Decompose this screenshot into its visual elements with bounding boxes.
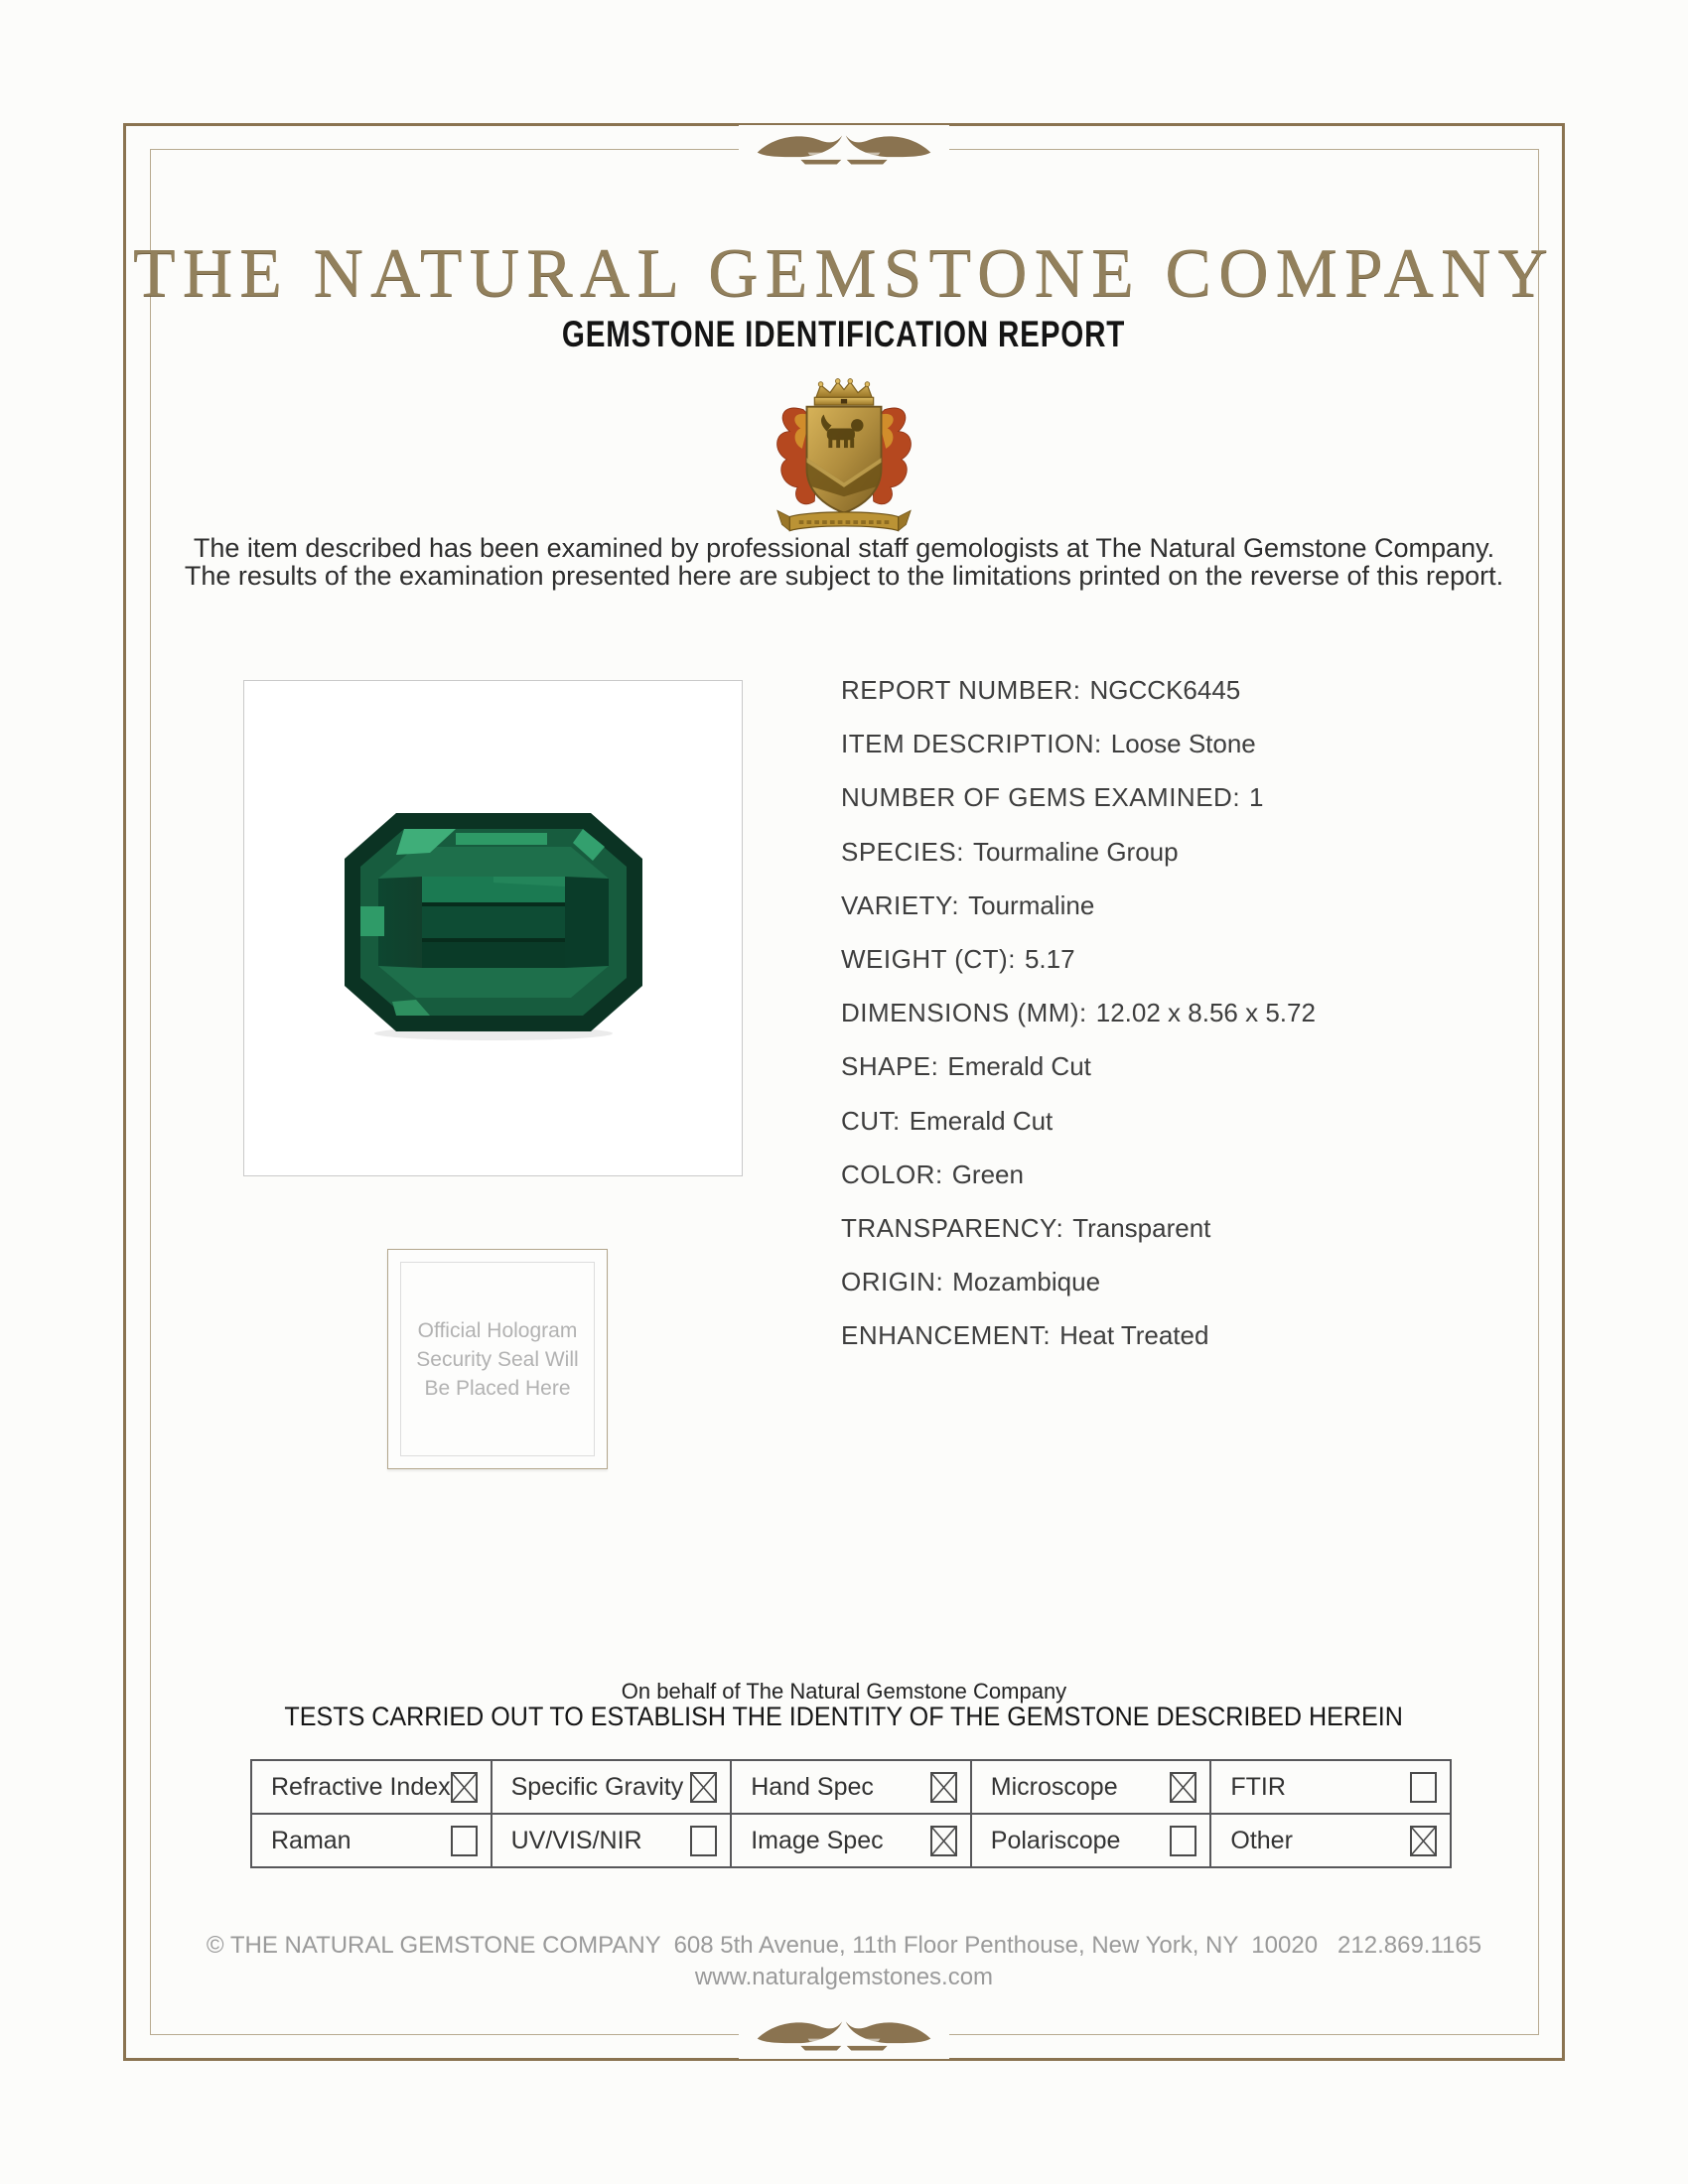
test-cell (492, 1814, 732, 1867)
unchecked-checkbox-icon (690, 1826, 717, 1856)
test-checkbox (1410, 1826, 1437, 1856)
report-field (841, 1267, 1316, 1320)
field-value: Tourmaline Group (972, 836, 1179, 867)
test-checkbox (1410, 1772, 1437, 1803)
field-value: Transparent (1072, 1212, 1211, 1243)
on-behalf-line: On behalf of The Natural Gemstone Company (621, 1679, 1067, 1704)
test-name: Raman (271, 1826, 352, 1854)
field-label: CUT: (841, 1105, 901, 1136)
unchecked-checkbox-icon (1170, 1826, 1196, 1856)
company-crest-logo (759, 377, 929, 545)
field-label: DIMENSIONS (MM): (841, 998, 1087, 1028)
checked-checkbox-icon (1410, 1826, 1437, 1856)
test-checkbox (1170, 1826, 1196, 1856)
test-checkbox (930, 1772, 957, 1803)
hologram-text-line-3: Be Placed Here (424, 1376, 571, 1400)
field-label: COLOR: (841, 1159, 943, 1189)
flourish-icon (747, 2015, 941, 2055)
test-name: Specific Gravity (510, 1772, 684, 1801)
test-cell (251, 1760, 492, 1814)
checked-checkbox-icon (451, 1772, 478, 1803)
checked-checkbox-icon (930, 1826, 957, 1856)
tests-table-row (251, 1760, 1451, 1814)
report-field (841, 944, 1316, 998)
hologram-seal-box (387, 1249, 608, 1469)
test-checkbox (930, 1826, 957, 1856)
test-name: Image Spec (751, 1826, 884, 1854)
report-field (841, 1213, 1316, 1267)
field-label: ORIGIN: (841, 1267, 944, 1297)
checked-checkbox-icon (930, 1772, 957, 1803)
test-cell (731, 1760, 971, 1814)
unchecked-checkbox-icon (451, 1826, 478, 1856)
footer-website: www.naturalgemstones.com (694, 1964, 994, 1990)
field-value: Mozambique (952, 1267, 1101, 1297)
test-checkbox (451, 1826, 478, 1856)
tests-table-row (251, 1814, 1451, 1867)
test-cell (492, 1760, 732, 1814)
hologram-text-line-2: Security Seal Will (416, 1347, 579, 1371)
field-value: Tourmaline (968, 889, 1095, 920)
field-label: REPORT NUMBER: (841, 675, 1081, 705)
field-label: WEIGHT (CT): (841, 943, 1016, 974)
report-field (841, 998, 1316, 1051)
company-name: THE NATURAL GEMSTONE COMPANY (132, 235, 1556, 312)
green-tourmaline-gem-image (345, 813, 642, 1043)
test-cell (251, 1814, 492, 1867)
bottom-flourish-ornament (739, 2011, 949, 2059)
field-label: VARIETY: (841, 889, 960, 920)
report-field (841, 782, 1316, 836)
field-value: 5.17 (1024, 943, 1075, 974)
field-value: Loose Stone (1110, 729, 1256, 759)
footer-address: © THE NATURAL GEMSTONE COMPANY 608 5th Avenue, 11th Floor Penthouse, New York, NY 10020 212.869.1165 (206, 1932, 1482, 1959)
field-label: SHAPE: (841, 1051, 939, 1082)
report-field (841, 729, 1316, 782)
top-flourish-ornament (739, 125, 949, 173)
test-checkbox (451, 1772, 478, 1803)
field-value: Emerald Cut (909, 1105, 1054, 1136)
field-value: 1 (1249, 782, 1264, 813)
test-name: Refractive Index (271, 1772, 451, 1801)
gemstone-photo (243, 680, 743, 1176)
field-value: 12.02 x 8.56 x 5.72 (1095, 998, 1316, 1028)
checked-checkbox-icon (1170, 1772, 1196, 1803)
test-cell (1210, 1760, 1451, 1814)
field-label: TRANSPARENCY: (841, 1212, 1064, 1243)
test-name: FTIR (1230, 1772, 1286, 1801)
checked-checkbox-icon (690, 1772, 717, 1803)
report-field (841, 1320, 1316, 1374)
test-checkbox (1170, 1772, 1196, 1803)
field-value: Emerald Cut (947, 1051, 1091, 1082)
field-value: NGCCK6445 (1089, 675, 1241, 705)
report-field (841, 837, 1316, 890)
unchecked-checkbox-icon (1410, 1772, 1437, 1803)
field-value: Green (951, 1159, 1024, 1189)
intro-line-1: The item described has been examined by professional staff gemologists at The Natural Gemstone Company. (193, 533, 1495, 563)
report-field (841, 675, 1316, 729)
test-name: UV/VIS/NIR (510, 1826, 642, 1854)
report-field (841, 1051, 1316, 1105)
test-checkbox (690, 1772, 717, 1803)
tests-table-body (251, 1760, 1451, 1867)
intro-line-2: The results of the examination presented here are subject to the limitations printed on the reverse of this report. (184, 561, 1504, 591)
test-cell (731, 1814, 971, 1867)
field-label: ENHANCEMENT: (841, 1320, 1052, 1351)
report-fields (841, 675, 1316, 1374)
tests-table (250, 1759, 1452, 1868)
test-cell (971, 1814, 1211, 1867)
tests-heading: TESTS CARRIED OUT TO ESTABLISH THE IDENTITY OF THE GEMSTONE DESCRIBED HEREIN (284, 1702, 1404, 1731)
intro-paragraph (0, 534, 1688, 590)
field-value: Heat Treated (1059, 1320, 1209, 1351)
test-name: Microscope (990, 1772, 1118, 1801)
hologram-text-line-1: Official Hologram (417, 1318, 578, 1342)
test-name: Polariscope (990, 1826, 1121, 1854)
report-field (841, 1106, 1316, 1160)
test-checkbox (690, 1826, 717, 1856)
field-label: NUMBER OF GEMS EXAMINED: (841, 782, 1241, 813)
report-title: GEMSTONE IDENTIFICATION REPORT (562, 314, 1126, 354)
test-cell (971, 1760, 1211, 1814)
flourish-icon (747, 129, 941, 169)
report-field (841, 890, 1316, 944)
hologram-seal-inner (400, 1262, 595, 1456)
report-field (841, 1160, 1316, 1213)
field-label: SPECIES: (841, 836, 964, 867)
coat-of-arms-icon (759, 377, 929, 540)
test-name: Hand Spec (751, 1772, 874, 1801)
test-cell (1210, 1814, 1451, 1867)
field-label: ITEM DESCRIPTION: (841, 729, 1102, 759)
test-name: Other (1230, 1826, 1293, 1854)
